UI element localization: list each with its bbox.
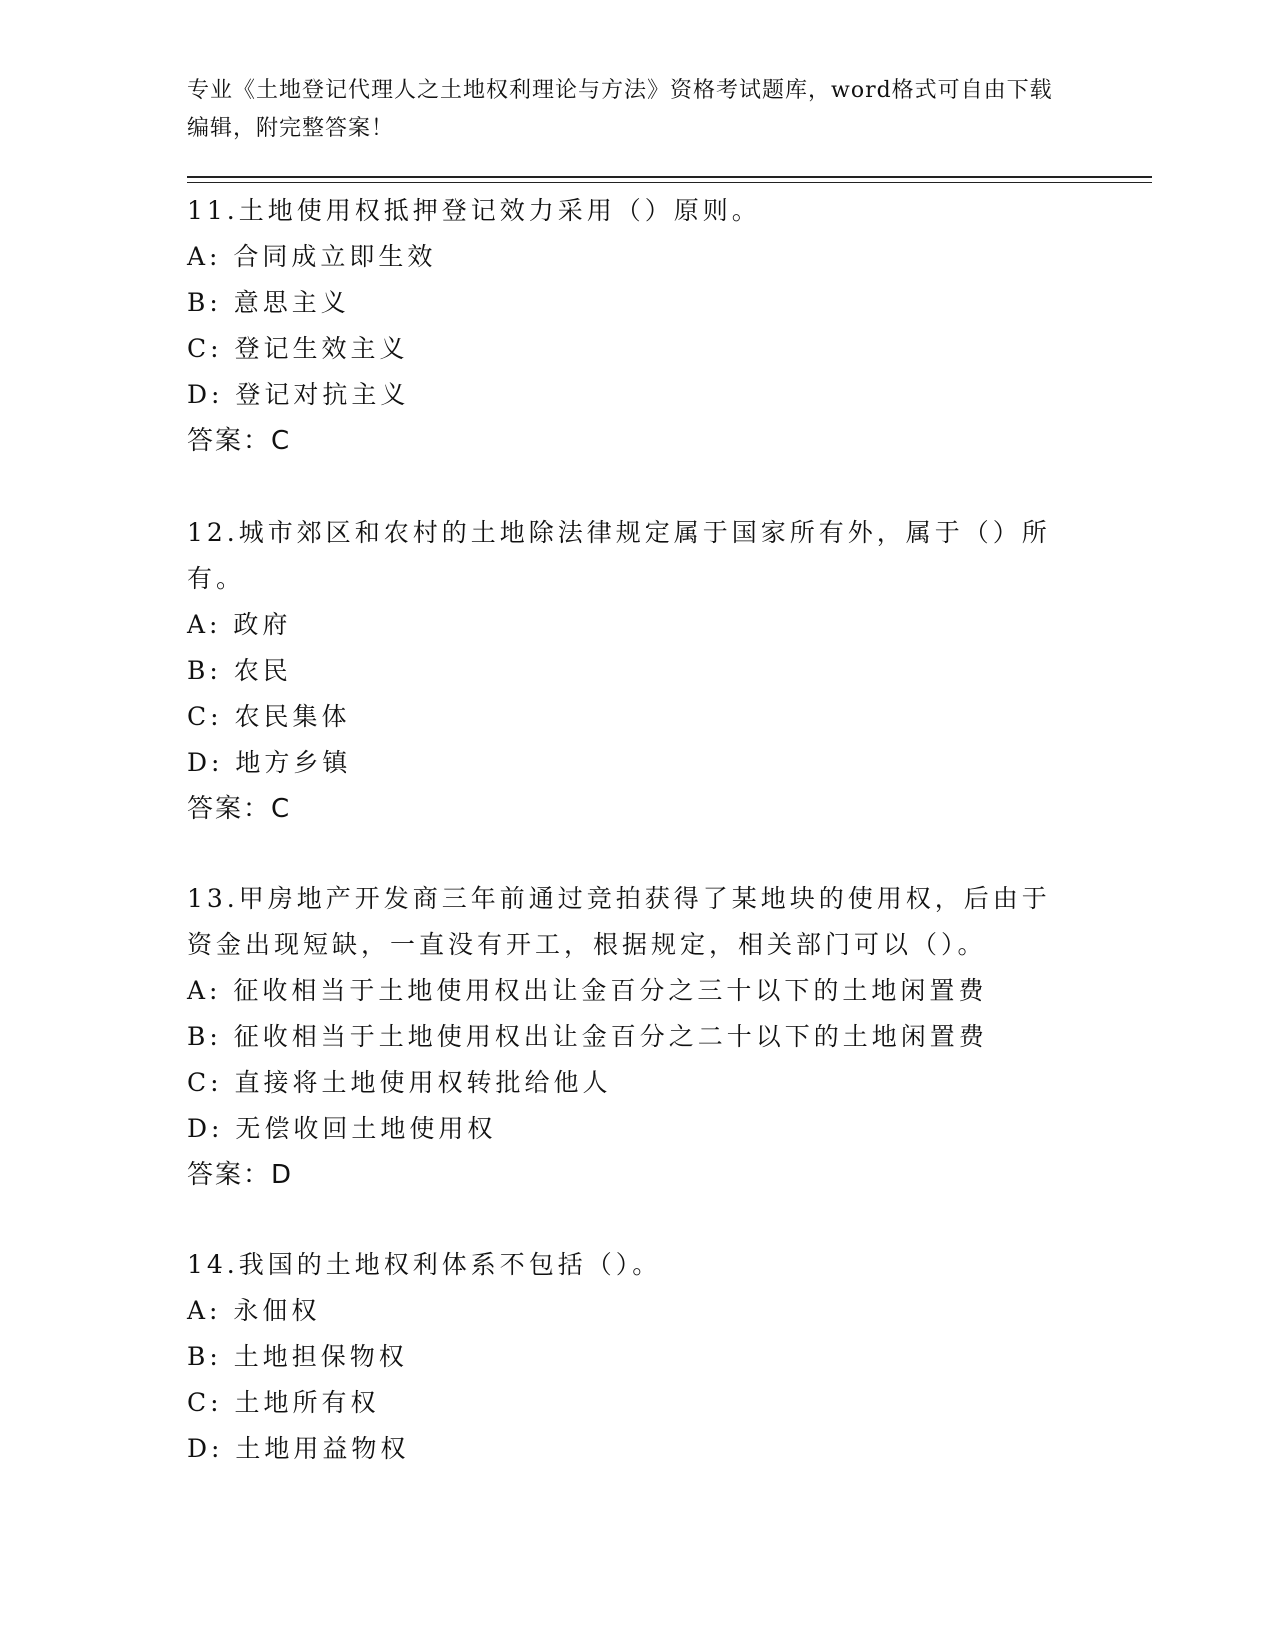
option-b: B: 农民 [187,656,292,685]
option-c: C: 登记生效主义 [187,334,409,363]
question-stem: 11.土地使用权抵押登记效力采用（）原则。 [187,196,761,225]
question-stem: 12.城市郊区和农村的土地除法律规定属于国家所有外，属于（）所有。 [187,518,1051,593]
question-12 [187,510,1087,832]
option-d: D: 土地用益物权 [187,1434,410,1463]
option-a: A: 合同成立即生效 [187,242,437,271]
option-a: A: 政府 [187,610,292,639]
question-13 [187,876,1087,1198]
option-a: A: 永佃权 [187,1296,321,1325]
option-d: D: 登记对抗主义 [187,380,410,409]
header-divider-thin [187,182,1152,183]
option-c: C: 直接将土地使用权转批给他人 [187,1068,612,1097]
option-b: B: 土地担保物权 [187,1342,408,1371]
answer-line: 答案：D [187,1160,294,1190]
question-14 [187,1242,1087,1472]
option-b: B: 征收相当于土地使用权出让金百分之二十以下的土地闲置费 [187,1022,988,1051]
document-header: 专业《土地登记代理人之土地权利理论与方法》资格考试题库，word格式可自由下载编辑，附完整答案！ [187,78,1053,141]
question-stem: 14.我国的土地权利体系不包括（）。 [187,1250,662,1279]
option-b: B: 意思主义 [187,288,350,317]
option-c: C: 土地所有权 [187,1388,380,1417]
option-a: A: 征收相当于土地使用权出让金百分之三十以下的土地闲置费 [187,976,988,1005]
header-divider-thick [187,176,1152,178]
option-d: D: 无偿收回土地使用权 [187,1114,497,1143]
question-11 [187,188,1087,464]
answer-line: 答案：C [187,794,292,824]
option-d: D: 地方乡镇 [187,748,352,777]
question-stem: 13.甲房地产开发商三年前通过竞拍获得了某地块的使用权，后由于资金出现短缺，一直没有开工，根据规定，相关部门可以（）。 [187,884,1051,959]
option-c: C: 农民集体 [187,702,351,731]
answer-line: 答案：C [187,426,292,456]
